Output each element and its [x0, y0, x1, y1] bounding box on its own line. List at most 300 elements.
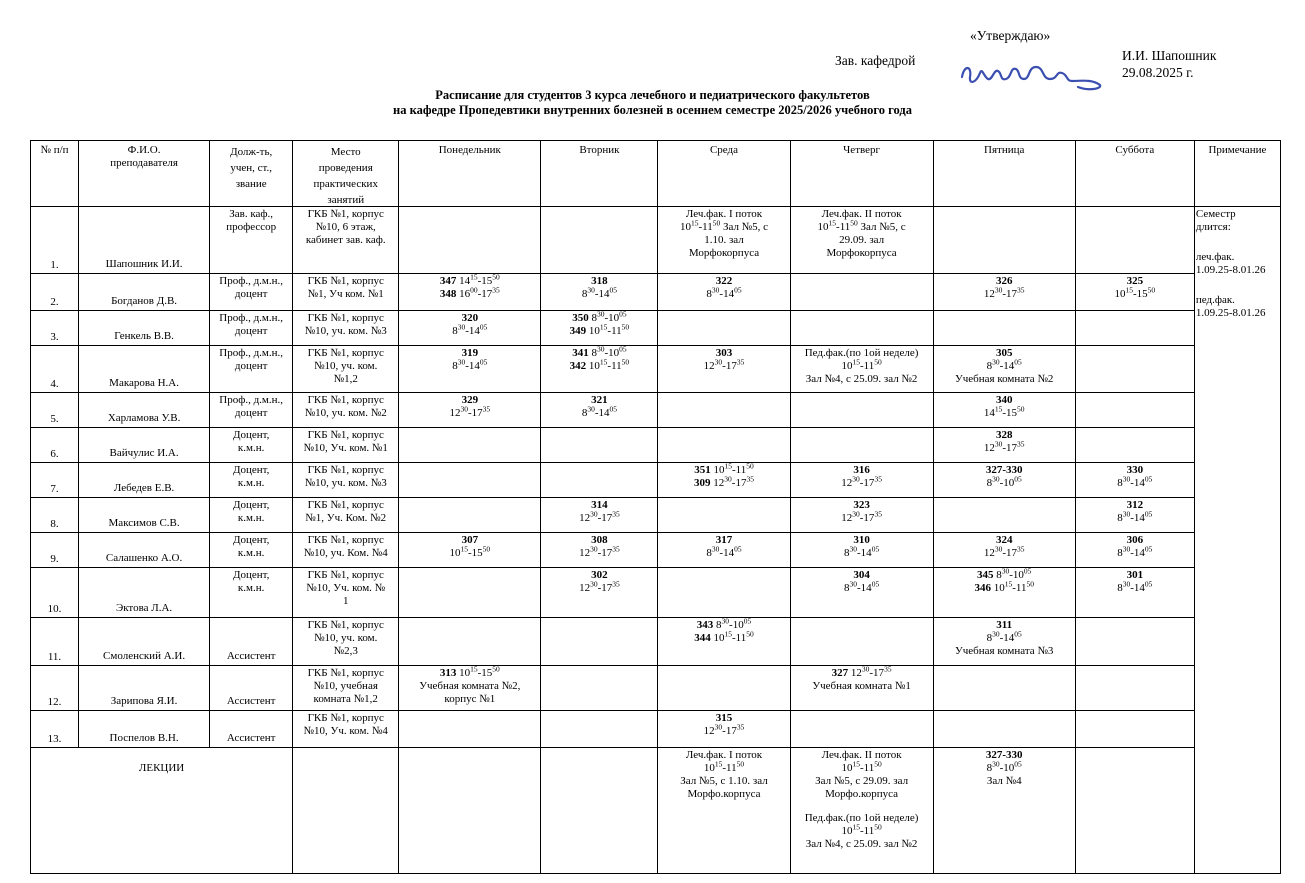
note-gap [1196, 234, 1279, 251]
location-line: ГКБ №1, корпус [307, 275, 384, 287]
group-number: 347 [439, 275, 457, 287]
schedule-monday [399, 666, 541, 711]
table-row [31, 428, 1281, 463]
class-location [293, 618, 399, 666]
group-number: 324 [995, 534, 1013, 546]
schedule-entry: 350 $8^{30}-10^{05}$ [572, 309, 627, 324]
schedule-entry [542, 499, 656, 512]
schedule-entry: Леч.фак. II поток [821, 208, 902, 220]
group-number: 316 [853, 464, 870, 476]
rank-line: Доцент, [232, 499, 270, 511]
rank-line: Доцент, [232, 429, 270, 441]
col-rank-header-line: учен, ст., [230, 162, 272, 174]
note-line: 1.09.25-8.01.26 [1195, 307, 1266, 319]
schedule-wednesday [658, 428, 790, 463]
rank-line: Ассистент [226, 695, 276, 707]
schedule-entry: $8^{30}-14^{05}$ [452, 322, 488, 337]
schedule-saturday [1075, 274, 1194, 311]
rank-line: доцент [234, 325, 268, 337]
group-number: 329 [461, 394, 479, 406]
class-location [293, 498, 399, 533]
group-number: 309 [694, 477, 711, 489]
signer-block [1122, 47, 1216, 81]
location-line: ГКБ №1, корпус [307, 312, 384, 324]
location-line: №10, уч. Ком. №4 [303, 547, 388, 559]
semester-note [1194, 207, 1280, 874]
group-number: 327-330 [985, 464, 1023, 476]
schedule-entry: Зал №4 [986, 775, 1022, 787]
location-line: ГКБ №1, корпус [307, 712, 384, 724]
location-line: №10, Уч. ком. №4 [303, 725, 388, 737]
col-place-header-line: практических [313, 178, 378, 190]
page-title [0, 88, 1305, 118]
schedule-entry: $12^{30}-17^{35}$ [449, 404, 491, 419]
rank-line: Зав. каф., [229, 208, 274, 220]
rank-line: к.м.н. [237, 477, 265, 489]
schedule-entry [659, 347, 788, 360]
schedule-entry [659, 712, 788, 725]
schedule-entry: $10^{15}-15^{50}$ [449, 544, 491, 559]
teacher-name: Поспелов В.Н. [79, 711, 210, 748]
schedule-entry: Учебная комната №3 [954, 645, 1054, 657]
teacher-name: Шапошник И.И. [79, 207, 210, 274]
schedule-entry: $12^{30}-17^{35}$ [983, 544, 1025, 559]
group-number: 319 [461, 347, 479, 359]
header-row [31, 141, 1281, 207]
schedule-entry: $8^{30}-14^{05}$ [986, 629, 1022, 644]
schedule-wednesday [658, 393, 790, 428]
row-number: 7. [31, 463, 79, 498]
schedule-entry: 348 $16^{00}-17^{35}$ [439, 285, 500, 300]
schedule-saturday [1075, 533, 1194, 568]
schedule-friday [933, 498, 1075, 533]
schedule-friday [933, 711, 1075, 748]
location-line: №10, Уч. ком. № [306, 582, 386, 594]
schedule-entry: $8^{30}-14^{05}$ [1117, 509, 1153, 524]
rank-line: Ассистент [226, 732, 276, 744]
group-number: 310 [853, 534, 870, 546]
schedule-entry: $8^{30}-10^{05}$ [986, 474, 1022, 489]
teacher-name: Богданов Д.В. [79, 274, 210, 311]
rank-line: Доцент, [232, 464, 270, 476]
schedule-entry [1077, 464, 1193, 477]
schedule-entry: 345 $8^{30}-10^{05}$ [977, 566, 1032, 581]
location-line: ГКБ №1, корпус [307, 347, 384, 359]
group-number: 311 [996, 619, 1013, 631]
schedule-entry: Пед.фак.(по 1ой неделе) [804, 347, 919, 359]
schedule-monday [399, 463, 541, 498]
group-number: 341 [572, 347, 589, 359]
table-row [31, 393, 1281, 428]
schedule-saturday [1075, 393, 1194, 428]
row-number: 9. [31, 533, 79, 568]
schedule-wednesday [658, 666, 790, 711]
lecture-tuesday [541, 748, 658, 874]
schedule-entry: $10^{15}-15^{50}$ [1114, 285, 1156, 300]
group-number: 315 [715, 712, 733, 724]
teacher-name: Лебедев Е.В. [79, 463, 210, 498]
teacher-name: Эктова Л.А. [79, 568, 210, 618]
schedule-entry: 309 $12^{30}-17^{35}$ [694, 474, 754, 489]
schedule-tuesday [541, 311, 658, 346]
table-row [31, 666, 1281, 711]
schedule-thursday [790, 207, 933, 274]
schedule-entry [659, 275, 788, 288]
schedule-entry: $8^{30}-14^{05}$ [452, 357, 488, 372]
location-line: №10, уч. ком. №3 [304, 325, 387, 337]
schedule-tuesday [541, 618, 658, 666]
schedule-entry: Леч.фак. I поток [685, 208, 763, 220]
schedule-thursday [790, 346, 933, 393]
teacher-rank [210, 666, 293, 711]
lecture-friday [933, 748, 1075, 874]
group-number: 317 [715, 534, 733, 546]
teacher-rank [210, 207, 293, 274]
row-number: 13. [31, 711, 79, 748]
group-number: 342 [569, 360, 587, 372]
schedule-entry: $8^{30}-14^{05}$ [706, 285, 742, 300]
col-name-header [79, 141, 210, 207]
col-rank-header-line: звание [235, 178, 267, 190]
row-number: 4. [31, 346, 79, 393]
schedule-entry [1077, 534, 1193, 547]
schedule-entry: 349 $10^{15}-11^{50}$ [569, 322, 630, 337]
schedule-entry: Зал №4, с 25.09. зал №2 [805, 838, 918, 850]
row-number: 5. [31, 393, 79, 428]
schedule-tuesday [541, 666, 658, 711]
schedule-entry: $8^{30}-14^{05}$ [581, 404, 617, 419]
schedule-wednesday [658, 533, 790, 568]
rank-line: Доцент, [232, 534, 270, 546]
schedule-entry: $8^{30}-14^{05}$ [986, 357, 1022, 372]
schedule-entry: $8^{30}-14^{05}$ [844, 579, 880, 594]
teacher-rank [210, 711, 293, 748]
rank-line: к.м.н. [237, 512, 265, 524]
schedule-monday [399, 207, 541, 274]
teacher-name: Макарова Н.А. [79, 346, 210, 393]
schedule-entry: Леч.фак. I поток [685, 749, 763, 761]
schedule-monday [399, 311, 541, 346]
schedule-monday [399, 618, 541, 666]
schedule-saturday [1075, 311, 1194, 346]
group-number: 325 [1126, 275, 1144, 287]
location-line: 1 [342, 595, 349, 607]
schedule-entry [792, 499, 932, 512]
schedule-entry: $8^{30}-10^{05}$ [986, 759, 1022, 774]
class-location [293, 393, 399, 428]
schedule-wednesday [658, 498, 790, 533]
schedule-friday [933, 618, 1075, 666]
schedule-entry: Морфо.корпуса [687, 788, 761, 800]
lectures-location [293, 748, 399, 874]
row-number: 10. [31, 568, 79, 618]
schedule-thursday [790, 463, 933, 498]
location-line: №10, уч. ком. [314, 632, 378, 644]
rank-line: к.м.н. [237, 547, 265, 559]
schedule-thursday [790, 711, 933, 748]
group-number: 340 [995, 394, 1013, 406]
schedule-entry: 346 $10^{15}-11^{50}$ [974, 579, 1034, 594]
teacher-rank [210, 274, 293, 311]
schedule-entry [542, 534, 656, 547]
teacher-rank [210, 498, 293, 533]
schedule-entry: $12^{30}-17^{35}$ [841, 509, 882, 524]
teacher-name: Салашенко А.О. [79, 533, 210, 568]
schedule-thursday [790, 618, 933, 666]
col-friday-header: Пятница [933, 141, 1075, 207]
table-row [31, 618, 1281, 666]
schedule-monday [399, 568, 541, 618]
teacher-name: Зарипова Я.И. [79, 666, 210, 711]
schedule-entry [1077, 499, 1193, 512]
schedule-monday [399, 428, 541, 463]
row-number: 2. [31, 274, 79, 311]
schedule-thursday [790, 498, 933, 533]
schedule-entry: Зал №4, с 25.09. зал №2 [805, 373, 918, 385]
note-line: леч.фак. [1195, 251, 1235, 263]
class-location [293, 311, 399, 346]
schedule-tuesday [541, 393, 658, 428]
rank-line: доцент [234, 407, 268, 419]
schedule-entry [659, 534, 788, 547]
teacher-rank [210, 463, 293, 498]
schedule-friday [933, 207, 1075, 274]
teacher-name: Вайчулис И.А. [79, 428, 210, 463]
schedule-friday [933, 311, 1075, 346]
group-number: 306 [1126, 534, 1144, 546]
class-location [293, 274, 399, 311]
schedule-saturday [1075, 666, 1194, 711]
col-wednesday-header: Среда [658, 141, 790, 207]
schedule-thursday [790, 568, 933, 618]
group-number: 314 [591, 499, 608, 511]
schedule-wednesday [658, 463, 790, 498]
table-row [31, 463, 1281, 498]
schedule-entry: 343 $8^{30}-10^{05}$ [696, 616, 752, 631]
group-number: 327-330 [985, 749, 1023, 761]
group-number: 305 [995, 347, 1013, 359]
lecture-wednesday [658, 748, 790, 874]
schedule-entry: 313 $10^{15}-15^{50}$ [439, 664, 500, 679]
group-number: 313 [439, 667, 457, 679]
note-gap [1196, 277, 1279, 294]
schedule-entry: 344 $10^{15}-11^{50}$ [694, 629, 754, 644]
schedule-entry [935, 429, 1074, 442]
schedule-saturday [1075, 618, 1194, 666]
schedule-saturday [1075, 568, 1194, 618]
schedule-wednesday [658, 274, 790, 311]
teacher-name: Генкель В.В. [79, 311, 210, 346]
note-line: пед.фак. [1195, 294, 1235, 306]
schedule-saturday [1075, 498, 1194, 533]
schedule-entry [542, 394, 656, 407]
approval-label: «Утверждаю» [970, 28, 1051, 43]
group-number: 304 [853, 569, 870, 581]
line-gap [792, 801, 932, 812]
schedule-table [30, 140, 1281, 874]
teacher-rank [210, 311, 293, 346]
schedule-entry: 29.09. зал [839, 234, 885, 246]
schedule-entry: Пед.фак.(по 1ой неделе) [804, 812, 919, 824]
col-place-header [293, 141, 399, 207]
location-line: №2,3 [333, 645, 358, 657]
rank-line: профессор [226, 221, 277, 233]
group-number: 330 [1126, 464, 1144, 476]
schedule-entry: $10^{15}-11^{50}$ Зал №5, с [817, 218, 906, 233]
row-number: 12. [31, 666, 79, 711]
schedule-entry: $8^{30}-14^{05}$ [706, 544, 742, 559]
location-line: кабинет зав. каф. [305, 234, 386, 246]
class-location [293, 207, 399, 274]
group-number: 308 [591, 534, 608, 546]
note-line: длится: [1195, 221, 1231, 233]
schedule-friday [933, 428, 1075, 463]
schedule-monday [399, 274, 541, 311]
note-line: 1.09.25-8.01.26 [1195, 264, 1266, 276]
group-number: 345 [977, 569, 994, 581]
schedule-tuesday [541, 711, 658, 748]
title-line-2: на кафедре Пропедевтики внутренних болезней в осеннем семестре 2025/2026 учебного года [393, 103, 912, 117]
col-place-header-line: занятий [327, 194, 365, 206]
location-line: №10, Уч. ком. №1 [303, 442, 388, 454]
schedule-entry: $12^{30}-17^{35}$ [983, 439, 1025, 454]
group-number: 307 [461, 534, 479, 546]
schedule-entry: $12^{30}-17^{35}$ [579, 579, 620, 594]
schedule-wednesday [658, 618, 790, 666]
schedule-thursday [790, 274, 933, 311]
location-line: №1, Уч. Ком. №2 [305, 512, 387, 524]
table-row [31, 274, 1281, 311]
schedule-tuesday [541, 533, 658, 568]
schedule-friday [933, 533, 1075, 568]
schedule-entry: $8^{30}-14^{05}$ [1117, 474, 1153, 489]
group-number: 349 [569, 325, 587, 337]
schedule-tuesday [541, 463, 658, 498]
location-line: ГКБ №1, корпус [307, 464, 384, 476]
schedule-thursday [790, 393, 933, 428]
schedule-entry [400, 347, 539, 360]
rank-line: Ассистент [226, 650, 276, 662]
group-number: 343 [696, 619, 714, 631]
teacher-name: Максимов С.В. [79, 498, 210, 533]
schedule-friday [933, 274, 1075, 311]
schedule-entry: $8^{30}-14^{05}$ [1117, 579, 1153, 594]
schedule-entry [935, 464, 1074, 477]
table-row [31, 568, 1281, 618]
col-name-header-line: Ф.И.О. [127, 144, 161, 156]
group-number: 312 [1126, 499, 1144, 511]
schedule-entry [935, 347, 1074, 360]
schedule-entry: Зал №5, с 1.10. зал [680, 775, 768, 787]
schedule-friday [933, 666, 1075, 711]
schedule-entry [1077, 275, 1193, 288]
class-location [293, 568, 399, 618]
row-number: 6. [31, 428, 79, 463]
row-number: 11. [31, 618, 79, 666]
col-thursday-header: Четверг [790, 141, 933, 207]
row-number: 1. [31, 207, 79, 274]
lecture-thursday [790, 748, 933, 874]
schedule-friday [933, 568, 1075, 618]
col-tuesday-header: Вторник [541, 141, 658, 207]
schedule-monday [399, 393, 541, 428]
schedule-entry [935, 394, 1074, 407]
schedule-entry: $12^{30}-17^{35}$ [579, 544, 620, 559]
col-no-header: № п/п [31, 141, 79, 207]
schedule-monday [399, 498, 541, 533]
schedule-thursday [790, 428, 933, 463]
col-name-header-line: преподавателя [110, 157, 178, 169]
schedule-entry [400, 312, 539, 325]
schedule-entry: 1.10. зал [704, 234, 744, 246]
schedule-entry [542, 275, 656, 288]
schedule-friday [933, 346, 1075, 393]
location-line: ГКБ №1, корпус [307, 394, 384, 406]
lectures-label: ЛЕКЦИИ [31, 748, 293, 874]
rank-line: к.м.н. [237, 442, 265, 454]
col-rank-header [210, 141, 293, 207]
schedule-friday [933, 463, 1075, 498]
schedule-entry: Зал №5, с 29.09. зал [815, 775, 909, 787]
group-number: 326 [995, 275, 1013, 287]
teacher-rank [210, 568, 293, 618]
schedule-entry: $10^{15}-11^{50}$ [841, 822, 882, 837]
schedule-saturday [1075, 428, 1194, 463]
group-number: 327 [831, 667, 849, 679]
location-line: ГКБ №1, корпус [307, 429, 384, 441]
schedule-tuesday [541, 428, 658, 463]
location-line: ГКБ №1, корпус [307, 667, 384, 679]
schedule-monday [399, 346, 541, 393]
table-row [31, 711, 1281, 748]
table-row [31, 533, 1281, 568]
teacher-rank [210, 618, 293, 666]
schedule-entry: 347 $14^{15}-15^{50}$ [439, 272, 500, 287]
class-location [293, 666, 399, 711]
head-of-department-label: Зав. кафедрой [835, 53, 916, 68]
schedule-friday [933, 393, 1075, 428]
schedule-entry: 351 $10^{15}-11^{50}$ [694, 461, 754, 476]
location-line: ГКБ №1, корпус [307, 499, 384, 511]
location-line: №10, 6 этаж, [315, 221, 376, 233]
schedule-entry: Морфокорпуса [688, 247, 760, 259]
class-location [293, 533, 399, 568]
rank-line: Доцент, [232, 569, 270, 581]
col-place-header-line: проведения [318, 162, 373, 174]
schedule-entry: $8^{30}-14^{05}$ [581, 285, 617, 300]
schedule-thursday [790, 311, 933, 346]
schedule-monday [399, 711, 541, 748]
schedule-entry: $12^{30}-17^{35}$ [703, 722, 745, 737]
schedule-entry: $14^{15}-15^{50}$ [983, 404, 1025, 419]
schedule-entry: Учебная комната №1 [812, 680, 911, 692]
group-number: 351 [694, 464, 711, 476]
schedule-entry: $12^{30}-17^{35}$ [579, 509, 620, 524]
col-saturday-header: Суббота [1075, 141, 1194, 207]
schedule-saturday [1075, 207, 1194, 274]
schedule-entry: Леч.фак. II поток [821, 749, 902, 761]
group-number: 328 [995, 429, 1013, 441]
teacher-rank [210, 393, 293, 428]
schedule-wednesday [658, 207, 790, 274]
group-number: 322 [715, 275, 733, 287]
class-location [293, 711, 399, 748]
lecture-monday [399, 748, 541, 874]
schedule-entry: Морфо.корпуса [825, 788, 899, 800]
schedule-entry: $10^{15}-11^{50}$ [703, 759, 745, 774]
location-line: №1, Уч ком. №1 [307, 288, 384, 300]
schedule-entry: 341 $8^{30}-10^{05}$ [572, 344, 627, 359]
